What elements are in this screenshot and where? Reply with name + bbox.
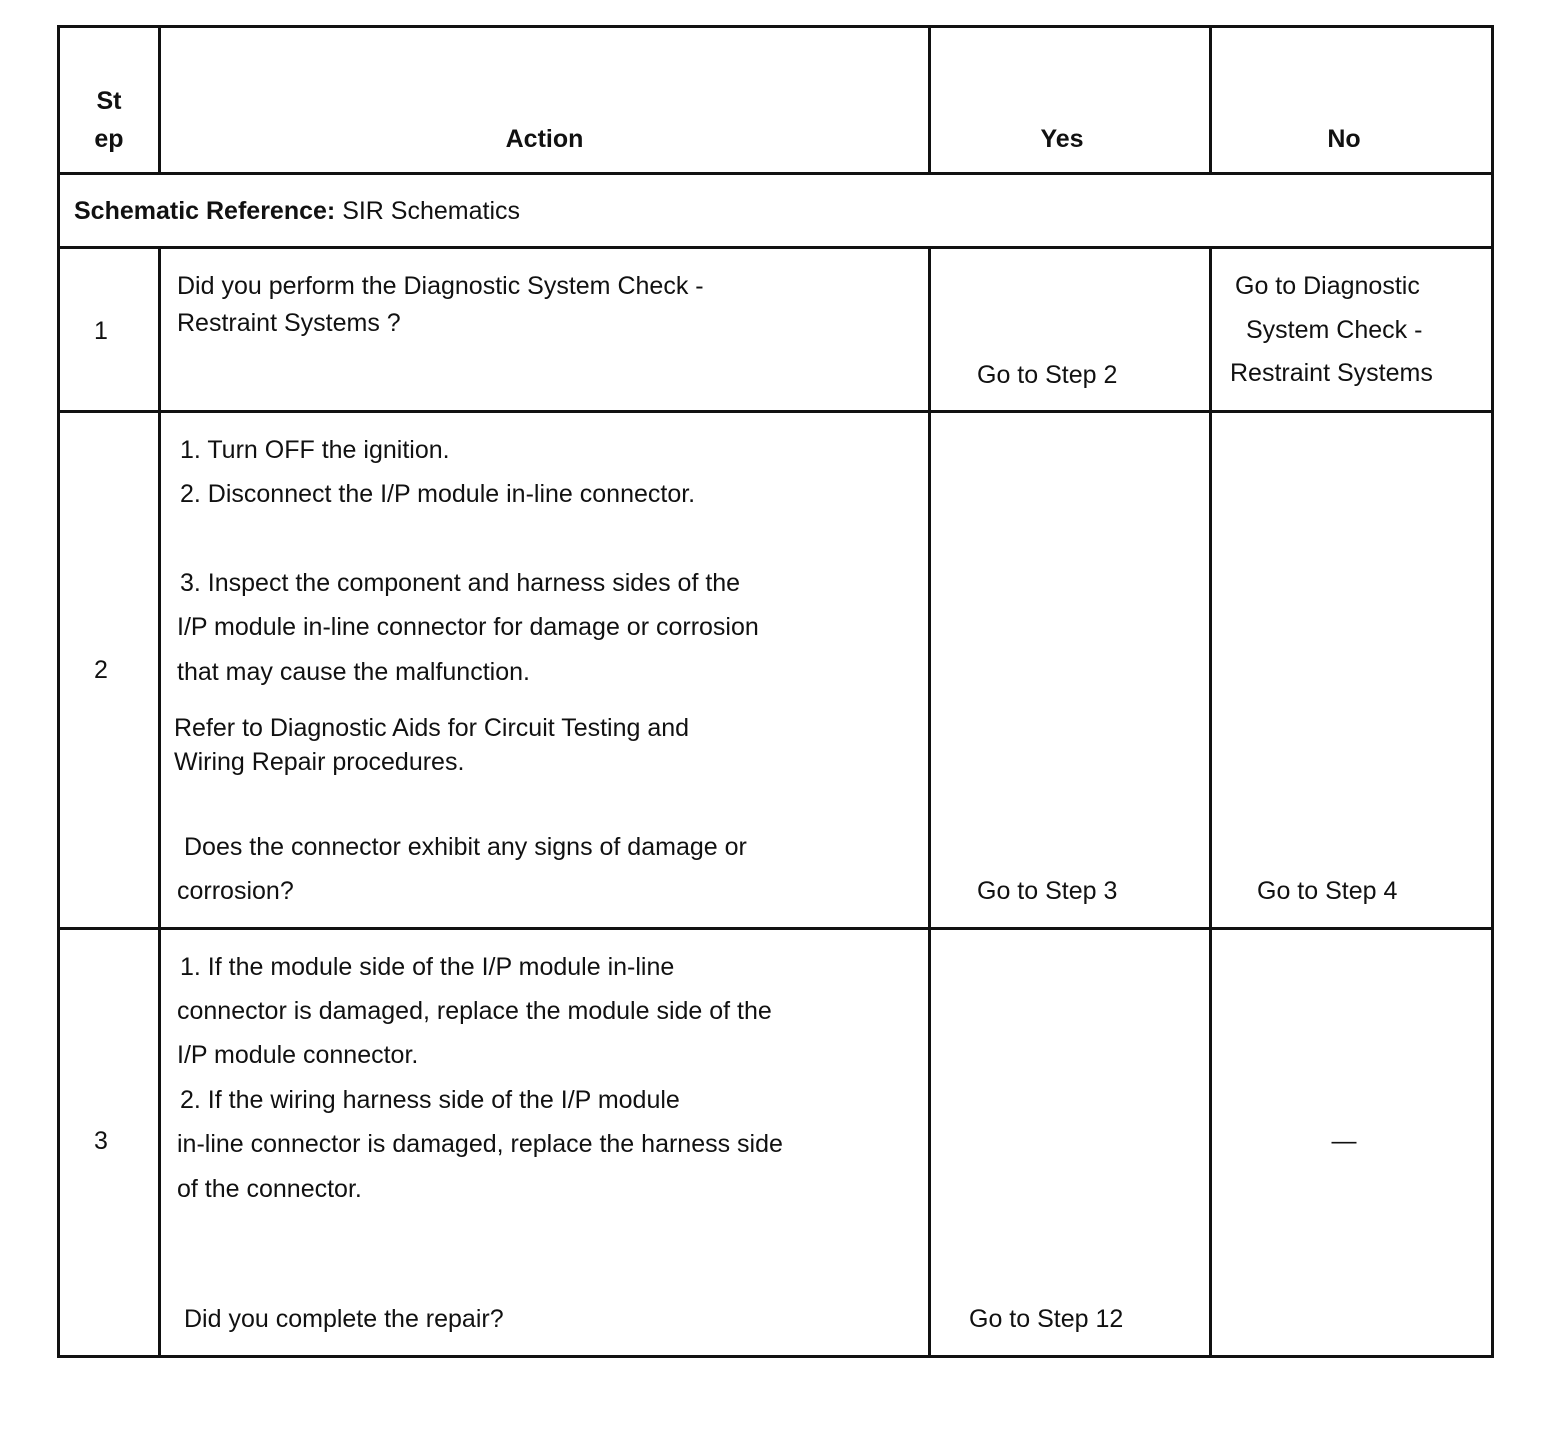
row1-yes: Go to Step 2: [977, 361, 1118, 389]
row2-action-line: that may cause the malfunction.: [177, 658, 530, 686]
header-step-line2: ep: [94, 125, 124, 153]
row2-no: Go to Step 4: [1257, 877, 1398, 905]
row3-action-line: connector is damaged, replace the module side of the: [177, 997, 772, 1025]
row1-action-line: Restraint Systems ?: [177, 309, 401, 337]
row3-action-line: I/P module connector.: [177, 1041, 419, 1069]
table-border-bottom: [57, 1355, 1494, 1358]
col-divider-yes: [1209, 246, 1212, 1358]
row3-action-line: of the connector.: [177, 1175, 362, 1203]
row2-action-line: 1. Turn OFF the ignition.: [180, 436, 450, 464]
header-yes: Yes: [1040, 125, 1084, 153]
header-bottom-rule: [57, 172, 1494, 175]
row2-step: 2: [94, 656, 108, 684]
header-step-line1: St: [96, 87, 122, 115]
table-border-top: [57, 25, 1494, 28]
row3-action-line: 1. If the module side of the I/P module in-line: [180, 953, 675, 981]
schematic-reference-label: Schematic Reference:: [74, 197, 336, 225]
row3-no: —: [1331, 1127, 1357, 1155]
row1-action-line: Did you perform the Diagnostic System Check -: [177, 272, 704, 300]
row2-yes: Go to Step 3: [977, 877, 1118, 905]
row1-no-line: Go to Diagnostic: [1235, 272, 1420, 300]
table-border-right: [1491, 25, 1494, 1358]
row3-action-line: in-line connector is damaged, replace the harness side: [177, 1130, 783, 1158]
row1-no-line: System Check -: [1246, 316, 1423, 344]
row3-yes: Go to Step 12: [969, 1305, 1124, 1333]
row2-action-line: 3. Inspect the component and harness sides of the: [180, 569, 741, 597]
row2-action-line: I/P module in-line connector for damage or corrosion: [177, 613, 759, 641]
row3-action-line: Did you complete the repair?: [184, 1305, 504, 1333]
row2-bottom-rule: [57, 927, 1494, 930]
row3-step: 3: [94, 1127, 108, 1155]
schematic-bottom-rule: [57, 246, 1494, 249]
schematic-reference: [74, 196, 520, 226]
row2-action-line: corrosion?: [177, 877, 294, 905]
row2-action-line: Wiring Repair procedures.: [174, 748, 465, 776]
row1-step: 1: [94, 317, 108, 345]
col-divider-action: [928, 246, 931, 1358]
table-border-left: [57, 25, 60, 1358]
header-action: Action: [505, 125, 584, 153]
row1-no-line: Restraint Systems: [1230, 359, 1433, 387]
row2-action-line: Does the connector exhibit any signs of damage or: [184, 833, 747, 861]
row1-bottom-rule: [57, 410, 1494, 413]
row2-action-line: Refer to Diagnostic Aids for Circuit Testing and: [174, 714, 690, 742]
header-no: No: [1327, 125, 1361, 153]
row3-action-line: 2. If the wiring harness side of the I/P module: [180, 1086, 680, 1114]
col-divider-step: [158, 246, 161, 1358]
row2-action-line: 2. Disconnect the I/P module in-line connector.: [180, 480, 696, 508]
schematic-reference-value: SIR Schematics: [342, 197, 521, 225]
